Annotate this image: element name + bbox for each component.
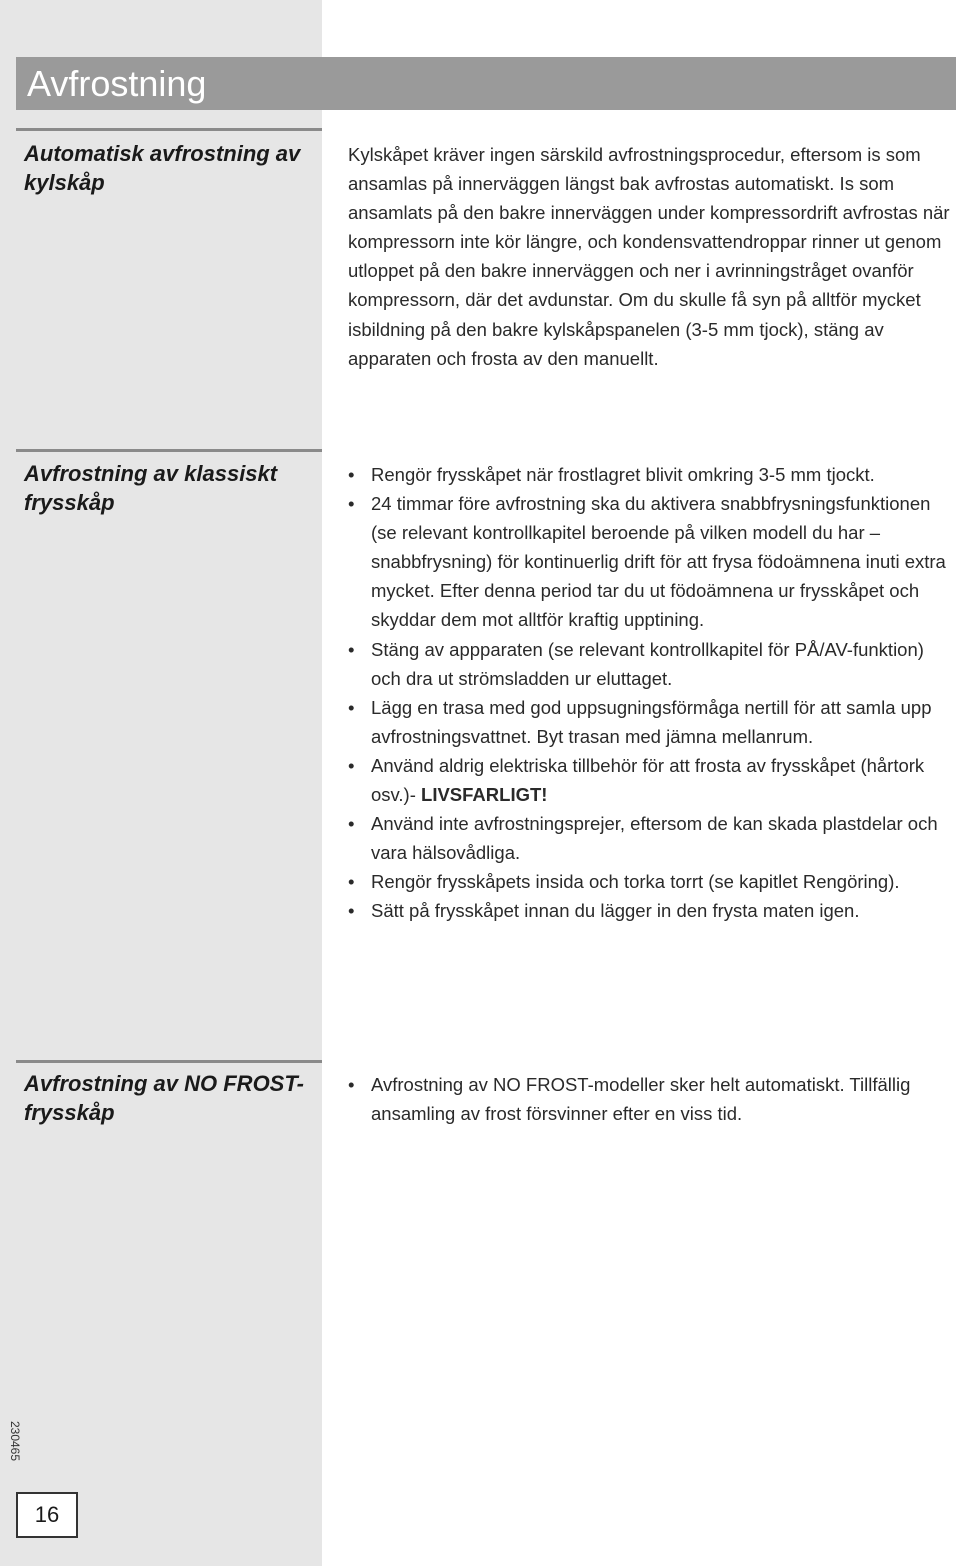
section-text-automatic-defrost: Kylskåpet kräver ingen särskild avfrostningsprocedur, eftersom is som ansamlas på innerväggen längst bak avfrostas automatiskt. Is som ansamlats på den bakre innerväggen under kompressordrift avfrostas när kompressorn inte kör längre, och kondensvattendroppar rinner ut genom utloppet på den bakre innerväggen och ner i avrinningstråget ovanför kompressorn, där det avdunstar. Om du skulle få syn på alltför mycket isbildning på den bakre kylskåpspanelen (3-5 mm tjock), stäng av apparaten och frosta av den manuellt. [348, 144, 950, 369]
list-item: • Avfrostning av NO FROST-modeller sker helt automatiskt. Tillfällig ansamling av frost försvinner efter en viss tid. [348, 1070, 956, 1128]
list-item: • Sätt på frysskåpet innan du lägger in den frysta maten igen. [348, 896, 956, 925]
section-divider [16, 1060, 322, 1063]
list-item: • Rengör frysskåpet när frostlagret blivit omkring 3-5 mm tjockt. [348, 460, 956, 489]
bullet-icon: • [348, 464, 355, 485]
document-code: 230465 [8, 1420, 22, 1462]
section-divider [16, 449, 322, 452]
bullet-icon: • [348, 696, 355, 718]
classic-freezer-steps [348, 460, 956, 926]
bullet-icon: • [348, 638, 355, 660]
bullet-icon: • [348, 1074, 355, 1095]
chapter-title-bar [16, 57, 956, 110]
danger-warning: LIVSFARLIGT! [421, 784, 548, 806]
chapter-title: Avfrostning [27, 63, 207, 104]
list-item: • Rengör frysskåpets insida och torka torrt (se kapitlet Rengöring). [348, 867, 956, 896]
bullet-icon: • [348, 900, 355, 922]
bullet-icon: • [348, 754, 355, 776]
bullet-icon: • [348, 871, 355, 893]
list-item: • Lägg en trasa med god uppsugningsförmåga nertill för att samla upp avfrostningsvattnet. Byt trasan med jämna mellanrum. [348, 693, 956, 751]
section-title-automatic-defrost: Automatisk avfrostning av kylskåp [24, 141, 301, 195]
list-item: • Stäng av appparaten (se relevant kontrollkapitel för PÅ/AV-funktion) och dra ut strömsladden ur eluttaget. [348, 635, 956, 693]
no-frost-steps [348, 1070, 956, 1128]
bullet-icon: • [348, 813, 355, 835]
bullet-icon: • [348, 493, 355, 515]
section-title-classic-freezer: Avfrostning av klassiskt frysskåp [24, 461, 278, 515]
section-title-no-frost: Avfrostning av NO FROST-frysskåp [24, 1071, 304, 1125]
list-item: • Använd inte avfrostningsprejer, eftersom de kan skada plastdelar och vara hälsovådliga. [348, 809, 956, 867]
page-number: 16 [16, 1492, 78, 1538]
list-item: • Använd aldrig elektriska tillbehör för att frosta av frysskåpet (hårtork osv.)- LIVSFARLIGT! [348, 751, 956, 809]
list-item: • 24 timmar före avfrostning ska du aktivera snabbfrysningsfunktionen (se relevant kontrollkapitel beroende på vilken modell du har – snabbfrysning) för kontinuerlig drift för att frysa födoämnena inuti extra mycket. Efter denna period tar du ut födoämnena ur frysskåpet och skyddar dem mot alltför kraftig upptining. [348, 489, 956, 634]
left-margin-band [0, 0, 322, 1566]
section-divider [16, 128, 322, 131]
